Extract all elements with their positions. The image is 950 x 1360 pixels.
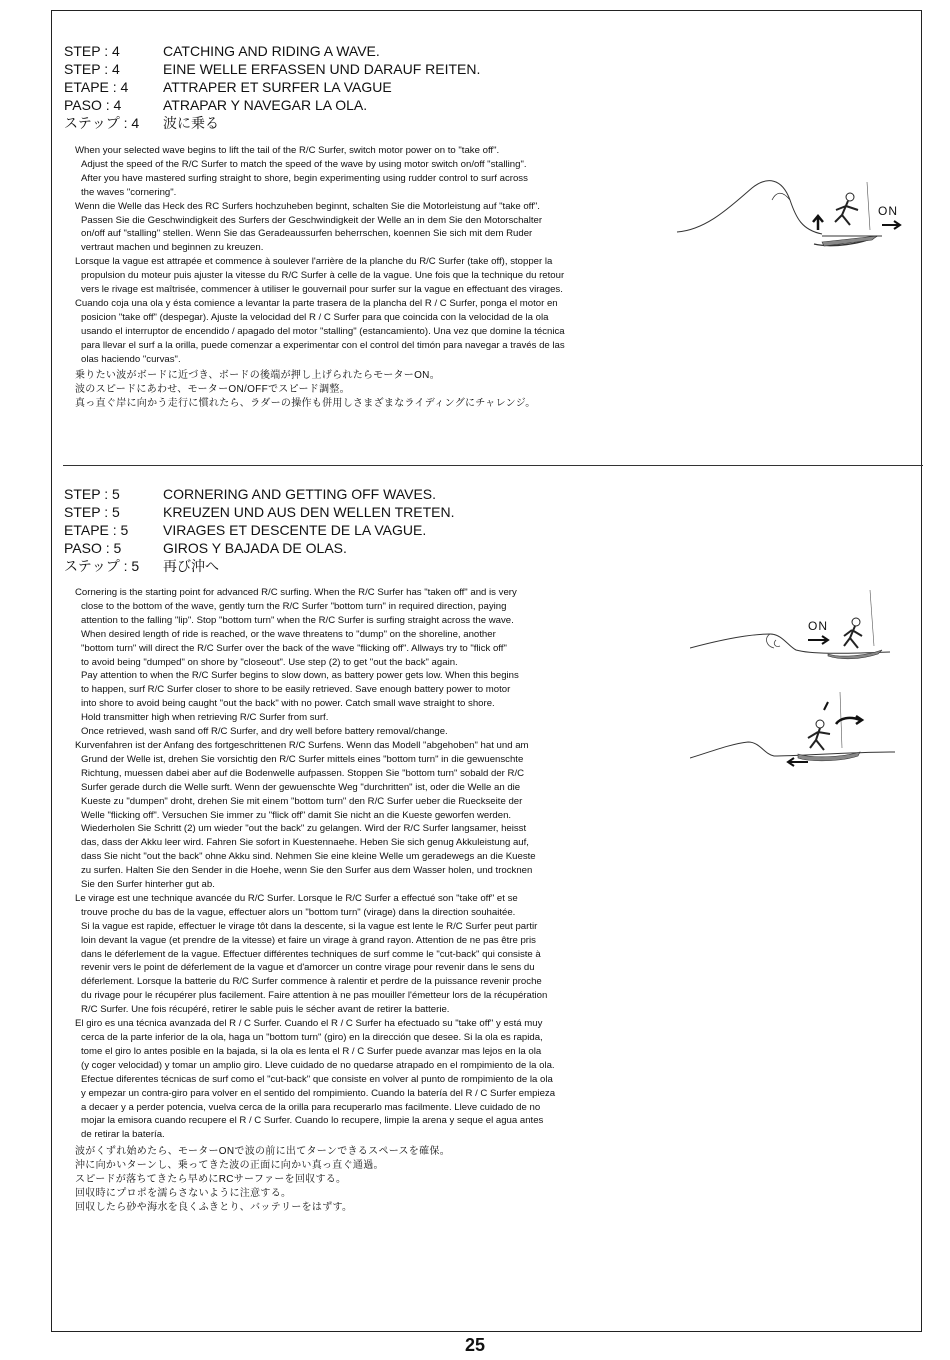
heading-row <box>64 114 480 132</box>
heading-text: 再び沖へ <box>163 558 219 574</box>
heading-label: PASO : 4 <box>64 97 122 113</box>
paragraph-line: Efectue diferentes técnicas de surf como el "cut-back" que consiste en volver al punto de rompimiento de la ola <box>81 1073 553 1085</box>
paragraph-line: Surfer gerade durch die Welle surft. Wenn der gewuenschte Weg "durchritten" ist, oder die Welle an die <box>81 781 521 793</box>
paragraph-line: (y coger velocidad) y tomar un amplio giro. Lleve cuidado de no quedarse atrapado en el rompimiento de la ola. <box>81 1059 555 1071</box>
paragraph-line: Grund der Welle ist, drehen Sie vorsichtig den R/C Surfer mittels eines "bottom turn" in die gewuenschte <box>81 753 524 765</box>
paragraph-line: du rivage pour le récupérer plus facilement. Faire attention à ne pas mouiller l'émetteur lors de la récupération <box>81 990 548 1002</box>
heading-text: CORNERING AND GETTING OFF WAVES. <box>163 486 437 502</box>
paragraph-line: para llevar el surf a la orilla, puede comenzar a experimentar con el control del timón para navegar a través de las <box>81 339 565 351</box>
paragraph-line: Wiederholen Sie Schritt (2) um wieder "out the back" zu gelangen. Wird der R/C Surfer langsamer, heisst <box>81 823 527 835</box>
step5-japanese <box>75 1145 450 1215</box>
heading-label: ステップ : 4 <box>64 115 140 131</box>
paragraph-line: posicion "take off" (despegar). Ajuste la velocidad del R / C Surfer para que coincida con la velocidad de la ola <box>81 311 549 323</box>
japanese-line: 乗りたい波がボードに近づき、ボードの後端が押し上げられたらモーターON。 <box>75 370 440 381</box>
paragraph-line: mojar la emisora cuando recupere el R / C Surfer. Cuando lo recupere, limpie la arena y seque el agua antes <box>81 1115 544 1127</box>
heading-row <box>64 78 480 96</box>
heading-text: 波に乗る <box>163 115 219 131</box>
step4-body <box>75 144 565 367</box>
paragraph-line: Wenn die Welle das Heck des RC Surfers hochzuheben beginnt, schalten Sie die Motorleistung auf "take off". <box>75 200 540 212</box>
paragraph-line: dans le déferlement de la vague. Effectuer différentes techniques de surf comme le "cut-back" qui consiste à <box>81 948 541 960</box>
paragraph-line: into shore to avoid being caught "out the back" with no power. Catch small wave straight to shore. <box>81 698 495 710</box>
heading-text: VIRAGES ET DESCENTE DE LA VAGUE. <box>163 522 427 538</box>
paragraph-line: Cornering is the starting point for advanced R/C surfing. When the R/C Surfer has "taken off" and is very <box>75 587 517 598</box>
paragraph-line: Le virage est une technique avancée du R/C Surfer. Lorsque le R/C Surfer a effectué son "take off" et se <box>75 892 518 904</box>
paragraph-line: dass Sie nicht "out the back" ohne Akku sind. Nehmen Sie eine kleine Welle um geradewegs an die Kueste <box>81 851 536 863</box>
heading-label: ETAPE : 5 <box>64 522 129 538</box>
heading-text: EINE WELLE ERFASSEN UND DARAUF REITEN. <box>163 61 481 77</box>
japanese-line: 回収したら砂や海水を良くふきとり、バッテリーをはずす。 <box>75 1201 353 1213</box>
paragraph <box>75 144 565 200</box>
paragraph-line: the waves "cornering". <box>81 186 177 198</box>
section-divider <box>63 465 923 466</box>
step5-illustration-top <box>690 588 910 668</box>
paragraph-line: propulsion du moteur puis ajuster la vitesse du R/C Surfer à celle de la vague. Une fois que la technique du retour <box>81 270 565 282</box>
heading-row <box>64 521 454 539</box>
paragraph <box>75 297 565 367</box>
heading-text: GIROS Y BAJADA DE OLAS. <box>163 540 347 556</box>
step4-japanese <box>75 369 536 411</box>
paragraph-line: "bottom turn" will direct the R/C Surfer over the back of the wave "flicking off". Allways try to "flick off" <box>81 642 507 654</box>
page-number: 25 <box>464 1335 486 1355</box>
paragraph-line: close to the bottom of the wave, gently turn the R/C Surfer "bottom turn" in required direction, paying <box>81 600 507 612</box>
paragraph-line: Hold transmitter high when retrieving R/C Surfer from surf. <box>81 712 329 724</box>
paragraph-line: After you have mastered surfing straight to shore, begin experimenting using rudder control to surf across <box>81 172 528 184</box>
step4-illustration <box>672 170 912 260</box>
heading-row <box>64 539 454 557</box>
heading-row <box>64 60 480 78</box>
step5-illustration-bottom <box>690 688 910 778</box>
heading-row <box>64 503 454 521</box>
japanese-line: スピードが落ちてきたら早めにRCサーファーを回収する。 <box>75 1173 347 1185</box>
heading-text: CATCHING AND RIDING A WAVE. <box>163 43 380 59</box>
paragraph-line: Kueste zu "dumpen" droht, drehen Sie mit einem "bottom turn" den R/C Surfer ueber die Rueckseite der <box>81 795 523 807</box>
heading-text: KREUZEN UND AUS DEN WELLEN TRETEN. <box>163 504 455 520</box>
step5-on-label: ON <box>808 619 828 633</box>
paragraph-line: Richtung, muessen dabei aber auf die Bodenwelle aufpassen. Stoppen Sie "bottom turn" sobald der R/C <box>81 767 525 779</box>
paragraph <box>75 200 565 256</box>
heading-label: STEP : 4 <box>64 43 120 59</box>
heading-row <box>64 42 480 60</box>
paragraph <box>75 1017 555 1142</box>
japanese-line: 沖に向かいターンし、乗ってきた波の正面に向かい真っ直ぐ通過。 <box>75 1159 384 1171</box>
paragraph-line: a decaer y a perder potencia, vuelva cerca de la orilla para recuperarlo mas facilmente. Lleve cuidado de no <box>81 1101 541 1113</box>
paragraph-line: tome el giro lo antes posible en la bajada, si la ola es lenta el R / C Surfer puede avanzar mas lejos en la ola <box>81 1045 542 1057</box>
paragraph-line: Welle "flicking off". Versuchen Sie immer zu "flick off" damit Sie nicht an die Kueste geworfen werden. <box>81 809 512 821</box>
step5-body <box>75 586 555 1142</box>
paragraph-line: El giro es una técnica avanzada del R / C Surfer. Cuando el R / C Surfer ha efectuado su "take off" y está muy <box>75 1018 543 1030</box>
paragraph-line: Sie den Surfer hinterher gut ab. <box>81 879 215 891</box>
step5-headings <box>64 485 454 575</box>
paragraph-line: trouve proche du bas de la vague, effectuer alors un "bottom turn" (virage) dans la direction souhaitée. <box>81 906 516 918</box>
paragraph-line: to avoid being "dumped" on shore by "closeout". Use step (2) to get "out the back" again. <box>81 656 458 668</box>
heading-label: STEP : 4 <box>64 61 120 77</box>
japanese-line: 回収時にプロポを濡らさないように注意する。 <box>75 1187 292 1199</box>
paragraph-line: When desired length of ride is reached, or the wave threatens to "dump" on the shoreline, another <box>81 628 496 640</box>
step4-headings <box>64 42 480 132</box>
paragraph-line: Pay attention to when the R/C Surfer begins to slow down, as battery power gets low. When this begins <box>81 670 519 682</box>
heading-row <box>64 485 454 503</box>
heading-label: ステップ : 5 <box>64 558 140 574</box>
heading-label: STEP : 5 <box>64 486 120 502</box>
paragraph-line: R/C Surfer. Une fois récupéré, retirer le sable puis le sécher avant de retirer la batterie. <box>81 1004 450 1016</box>
paragraph-line: to happen, surf R/C Surfer closer to shore to be easily retrieved. Save enough battery power to motor <box>81 684 511 696</box>
paragraph <box>75 739 555 892</box>
paragraph <box>75 892 555 1017</box>
heading-row <box>64 557 454 575</box>
paragraph-line: Kurvenfahren ist der Anfang des fortgeschrittenen R/C Surfens. Wenn das Modell "abgehoben" hat und am <box>75 739 529 751</box>
heading-label: ETAPE : 4 <box>64 79 129 95</box>
paragraph <box>75 255 565 297</box>
japanese-line: 波がくずれ始めたら、モーターONで波の前に出てターンできるスペースを確保。 <box>75 1146 450 1157</box>
paragraph-line: vers le rivage est maîtrisée, commencer à utiliser le gouvernail pour surfer sur la vague en effectuant des virages. <box>81 284 563 296</box>
heading-text: ATTRAPER ET SURFER LA VAGUE <box>163 79 392 95</box>
paragraph-line: loin devant la vague (et prendre de la vitesse) et faire un virage à grand rayon. Attention de ne pas être pris <box>81 934 536 946</box>
paragraph-line: When your selected wave begins to lift the tail of the R/C Surfer, switch motor power on to "take off". <box>75 145 500 156</box>
paragraph-line: zu surfen. Halten Sie den Sender in die Hoehe, wenn Sie den Surfer aus dem Wasser holen, und trocknen <box>81 865 533 877</box>
heading-label: STEP : 5 <box>64 504 120 520</box>
paragraph-line: y empezar un contra-giro para volver en el sentido del rompimiento. Cuando la batería del R / C Surfer empieza <box>81 1087 556 1099</box>
paragraph-line: Passen Sie die Geschwindigkeit des Surfers der Geschwindigkeit der Welle an in dem Sie den Motorschalter <box>81 214 543 226</box>
paragraph-line: vertraut machen und beginnen zu kreuzen. <box>81 242 264 254</box>
paragraph-line: Si la vague est rapide, effectuer le virage tôt dans la descente, si la vague est lente le R/C Surfer peut partir <box>81 920 538 932</box>
paragraph-line: on/off auf "stalling" stellen. Wenn Sie das Geradeaussurfen beherrschen, koennen Sie sich mit dem Ruder <box>81 228 533 240</box>
paragraph-line: Once retrieved, wash sand off R/C Surfer, and dry well before battery removal/change. <box>81 726 448 738</box>
heading-label: PASO : 5 <box>64 540 122 556</box>
paragraph <box>75 586 555 739</box>
paragraph-line: déferlement. Lorsque la batterie du R/C Surfer commence à ralentir et perdre de la puissance revenir proche <box>81 976 542 988</box>
paragraph-line: cerca de la parte inferior de la ola, haga un "bottom turn" (giro) en la dirección que desee. Si la ola es rapida, <box>81 1032 543 1043</box>
paragraph-line: revenir vers le point de déferlement de la vague et d'amorcer un contre virage pour revenir dans le sens du <box>81 962 535 974</box>
paragraph-line: Adjust the speed of the R/C Surfer to match the speed of the wave by using motor switch on/off "stalling". <box>81 158 527 170</box>
japanese-line: 真っ直ぐ岸に向かう走行に慣れたら、ラダーの操作も併用しさまざまなライディングにチャレンジ。 <box>75 397 536 409</box>
heading-text: ATRAPAR Y NAVEGAR LA OLA. <box>163 97 368 113</box>
paragraph-line: Cuando coja una ola y ésta comience a levantar la parte trasera de la plancha del R / C Surfer, ponga el motor en <box>75 297 558 309</box>
heading-row <box>64 96 480 114</box>
step4-on-label: ON <box>878 204 898 218</box>
paragraph-line: das, dass der Akku leer wird. Fahren Sie sofort in Kuestennaehe. Heben Sie sich genug Akkuleistung auf, <box>81 837 529 849</box>
japanese-line: 波のスピードにあわせ、モーターON/OFFでスピード調整。 <box>75 383 350 395</box>
paragraph-line: attention to the falling "lip". Stop "bottom turn" when the R/C Surfer is surfing straight across the wave. <box>81 614 514 626</box>
paragraph-line: Lorsque la vague est attrapée et commence à soulever l'arrière de la planche du R/C Surfer (take off), stopper la <box>75 256 553 268</box>
paragraph-line: olas haciendo "curvas". <box>81 353 181 365</box>
paragraph-line: usando el interruptor de encendido / apagado del motor "stalling" (estancamiento). Una vez que domine la técnica <box>81 325 565 337</box>
paragraph-line: de retirar la batería. <box>81 1129 165 1141</box>
